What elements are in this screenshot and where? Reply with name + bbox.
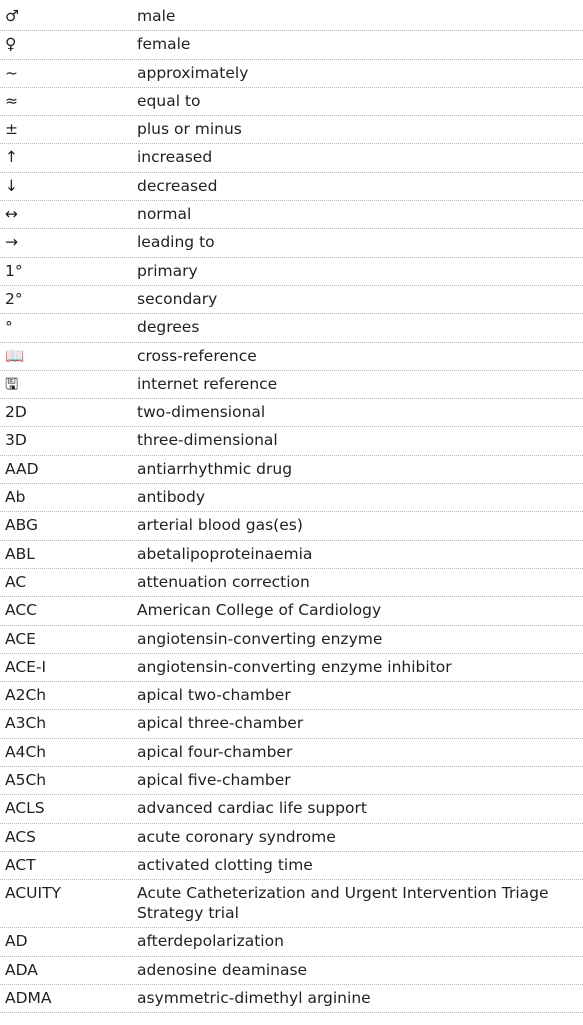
abbreviation-row — [0, 3, 583, 31]
abbreviation-definition: decreased — [137, 176, 218, 195]
abbreviation-row — [0, 541, 583, 569]
abbreviation-row — [0, 456, 583, 484]
abbreviation-definition: female — [137, 35, 191, 54]
abbreviation-term: A3Ch — [5, 714, 47, 733]
abbreviation-definition: angiotensin-converting enzyme inhibitor — [137, 657, 452, 676]
abbreviation-definition: activated clotting time — [137, 855, 313, 874]
abbreviation-term: ACS — [5, 827, 36, 846]
abbreviation-row — [0, 710, 583, 738]
abbreviation-row — [0, 88, 583, 116]
abbreviation-definition: approximately — [137, 63, 249, 82]
abbreviation-definition: arterial blood gas(es) — [137, 516, 303, 535]
abbreviation-definition: apical four-chamber — [137, 742, 293, 761]
abbreviation-definition: acute coronary syndrome — [137, 827, 336, 846]
abbreviation-row — [0, 767, 583, 795]
abbreviation-term: ABG — [5, 516, 38, 535]
abbreviation-definition: primary — [137, 261, 198, 280]
abbreviation-row — [0, 258, 583, 286]
abbreviation-definition: attenuation correction — [137, 572, 310, 591]
abbreviation-row — [0, 286, 583, 314]
abbreviation-definition: normal — [137, 205, 192, 224]
abbreviation-definition: degrees — [137, 318, 200, 337]
female-symbol-icon: ♀ — [5, 35, 17, 54]
abbreviation-definition: Acute Catheterization and Urgent Intervention Triage Strategy trial — [137, 884, 549, 923]
abbreviation-row — [0, 427, 583, 455]
abbreviation-term: AAD — [5, 459, 39, 478]
abbreviation-definition: antibody — [137, 488, 206, 507]
abbreviation-definition: adenosine deaminase — [137, 960, 308, 979]
abbreviation-term: ABL — [5, 544, 35, 563]
abbreviation-term: ± — [5, 120, 18, 139]
abbreviation-term: A2Ch — [5, 686, 47, 705]
abbreviation-term: ° — [5, 318, 13, 337]
abbreviation-row — [0, 985, 583, 1013]
abbreviation-row — [0, 682, 583, 710]
abbreviation-row — [0, 824, 583, 852]
abbreviation-term: 2° — [5, 289, 23, 308]
abbreviation-row — [0, 173, 583, 201]
abbreviation-term: A4Ch — [5, 742, 47, 761]
abbreviation-row — [0, 399, 583, 427]
abbreviation-term: ACE — [5, 629, 36, 648]
abbreviation-row — [0, 60, 583, 88]
abbreviation-definition: increased — [137, 148, 213, 167]
abbreviation-definition: apical two-chamber — [137, 686, 291, 705]
abbreviation-definition: advanced cardiac life support — [137, 799, 367, 818]
abbreviation-definition: apical five-chamber — [137, 771, 291, 790]
abbreviation-row — [0, 852, 583, 880]
abbreviation-term: ADMA — [5, 988, 52, 1007]
abbreviation-row — [0, 654, 583, 682]
arrow-right-icon: → — [5, 233, 18, 252]
arrow-left-right-icon: ↔ — [5, 205, 18, 224]
abbreviation-term: ADA — [5, 960, 38, 979]
abbreviation-row — [0, 116, 583, 144]
abbreviation-row — [0, 343, 583, 371]
abbreviation-definition: internet reference — [137, 374, 278, 393]
abbreviation-term: ACE-I — [5, 657, 47, 676]
abbreviation-row — [0, 928, 583, 956]
abbreviation-row — [0, 739, 583, 767]
abbreviation-term: ~ — [5, 63, 18, 82]
abbreviation-definition: three-dimensional — [137, 431, 278, 450]
abbreviation-row — [0, 626, 583, 654]
abbreviation-row — [0, 880, 583, 928]
abbreviation-definition: apical three-chamber — [137, 714, 304, 733]
abbreviation-row — [0, 597, 583, 625]
abbreviation-term: ACT — [5, 855, 36, 874]
abbreviation-row — [0, 795, 583, 823]
abbreviation-definition: equal to — [137, 91, 201, 110]
abbreviation-term: AD — [5, 932, 28, 951]
abbreviation-term: ACLS — [5, 799, 45, 818]
abbreviation-definition: cross-reference — [137, 346, 257, 365]
abbreviation-term: ≈ — [5, 91, 18, 110]
abbreviation-row — [0, 484, 583, 512]
abbreviation-definition: antiarrhythmic drug — [137, 459, 293, 478]
abbreviation-definition: two-dimensional — [137, 403, 266, 422]
arrow-up-icon: ↑ — [5, 148, 18, 167]
abbreviation-definition: plus or minus — [137, 120, 242, 139]
abbreviation-definition: asymmetric-dimethyl arginine — [137, 988, 371, 1007]
floppy-disk-icon: 🖫 — [5, 374, 19, 393]
abbreviation-definition: angiotensin-converting enzyme — [137, 629, 383, 648]
abbreviation-term: 1° — [5, 261, 23, 280]
abbreviation-definition: male — [137, 7, 176, 25]
male-symbol-icon: ♂ — [5, 7, 19, 25]
abbreviation-row — [0, 314, 583, 342]
arrow-down-icon: ↓ — [5, 176, 18, 195]
abbreviation-list — [0, 3, 583, 1013]
abbreviation-term: AC — [5, 572, 27, 591]
abbreviation-term: 3D — [5, 431, 27, 450]
abbreviation-row — [0, 201, 583, 229]
abbreviation-row — [0, 144, 583, 172]
abbreviation-term: A5Ch — [5, 771, 47, 790]
abbreviation-row — [0, 229, 583, 257]
abbreviation-row — [0, 512, 583, 540]
abbreviation-definition: secondary — [137, 289, 218, 308]
abbreviation-term: ACC — [5, 601, 37, 620]
abbreviation-term: 2D — [5, 403, 27, 422]
abbreviation-definition: leading to — [137, 233, 215, 252]
abbreviation-row — [0, 371, 583, 399]
abbreviation-term: ACUITY — [5, 884, 62, 903]
abbreviation-row — [0, 31, 583, 59]
abbreviation-row — [0, 569, 583, 597]
abbreviation-term: Ab — [5, 488, 26, 507]
abbreviation-definition: American College of Cardiology — [137, 601, 382, 620]
abbreviation-definition: abetalipoproteinaemia — [137, 544, 313, 563]
abbreviation-row — [0, 957, 583, 985]
book-icon: 📖 — [5, 346, 25, 365]
abbreviation-definition: afterdepolarization — [137, 932, 284, 951]
